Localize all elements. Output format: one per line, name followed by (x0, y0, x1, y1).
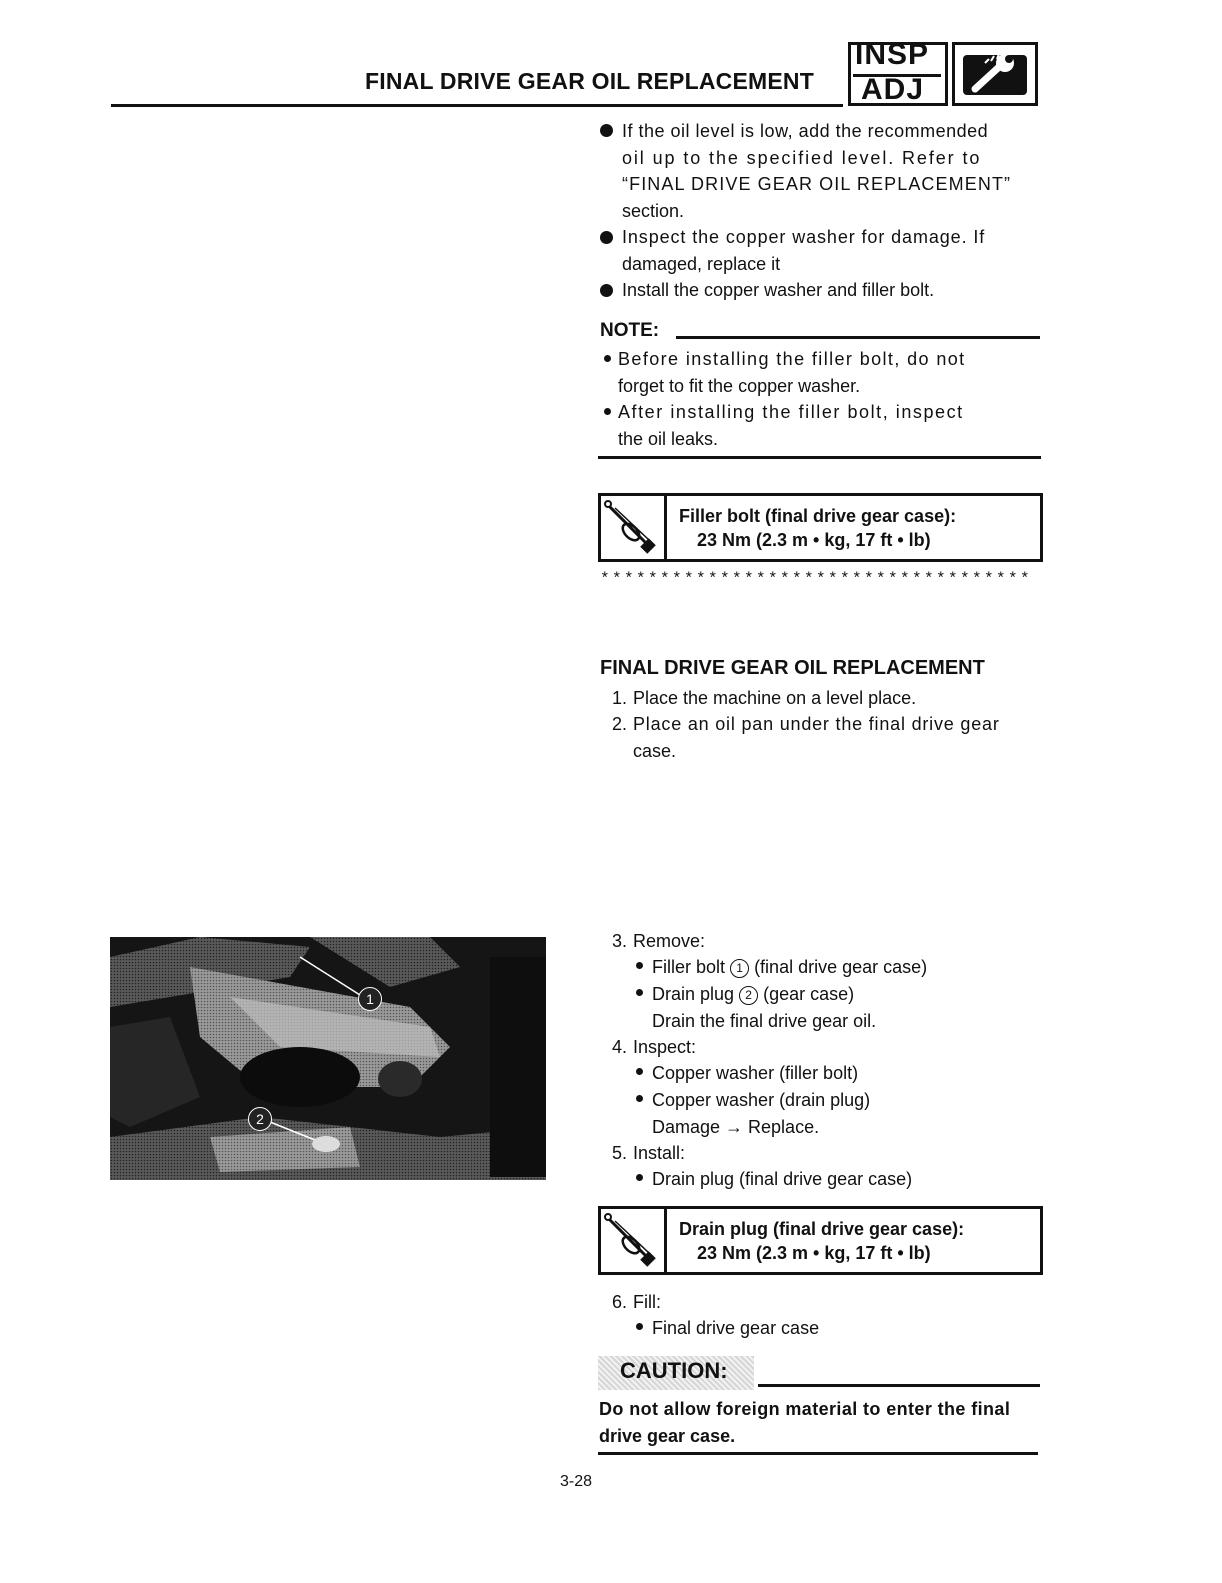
step-number: 6. (612, 1292, 628, 1312)
bullet-icon (604, 408, 611, 415)
step-text: Remove: (633, 931, 706, 951)
bullet-icon (636, 1095, 643, 1102)
bullet-icon (636, 1323, 643, 1330)
step-item: Drain plug (final drive gear case) (652, 1169, 913, 1189)
bullet-text-3: Install the copper washer and filler bolt. (622, 280, 935, 300)
step-text: Place the machine on a level place. (633, 688, 917, 708)
caution-text: Do not allow foreign material to enter the final drive gear case. (599, 1399, 1011, 1446)
step-number: 4. (612, 1037, 628, 1057)
note-item-2: After installing the filler bolt, inspect the oil leaks. (618, 402, 964, 449)
caution-label: CAUTION: (620, 1358, 728, 1383)
step-note: Damage → Replace. (652, 1117, 820, 1137)
torque-title: Filler bolt (final drive gear case): (679, 506, 957, 526)
header-rule (111, 104, 843, 107)
note-label: NOTE: (600, 320, 660, 341)
callout-1: 1 (358, 987, 382, 1011)
step-item: Drain plug 2 (gear case) (652, 984, 855, 1004)
callout-2: 2 (248, 1107, 272, 1131)
ref-callout-2: 2 (739, 986, 758, 1005)
bullet-icon (636, 1174, 643, 1181)
note-item-1: Before installing the filler bolt, do not forget to fit the copper washer. (618, 349, 966, 396)
torque-spec-box (598, 493, 1043, 562)
bullet-icon (600, 284, 613, 297)
step-item: Copper washer (drain plug) (652, 1090, 871, 1110)
step-item: Final drive gear case (652, 1318, 820, 1338)
bullet-icon (636, 962, 643, 969)
step-number: 1. (612, 688, 628, 708)
badge-adj-label: ADJ (861, 73, 925, 106)
bullet-icon (600, 124, 613, 137)
bullet-icon (636, 989, 643, 996)
torque-spec-box (598, 1206, 1043, 1275)
page-number: 3-28 (560, 1473, 593, 1490)
step-text: Inspect: (633, 1037, 697, 1057)
step-text: Install: (633, 1143, 686, 1163)
section-title: FINAL DRIVE GEAR OIL REPLACEMENT (600, 657, 985, 679)
torque-value: 23 Nm (2.3 m • kg, 17 ft • lb) (697, 530, 931, 550)
ref-callout-1: 1 (730, 959, 749, 978)
bullet-text-1: If the oil level is low, add the recommended oil up to the specified level. Refer to “FINAL DRIVE GEAR OIL REPLACEMENT” section. (622, 121, 1012, 221)
step-text: Place an oil pan under the final drive gear case. (633, 714, 1000, 761)
note-rule (676, 336, 1040, 339)
separator-asterisks: ************************************ (600, 570, 1033, 588)
step-item: Filler bolt 1 (final drive gear case) (652, 957, 928, 977)
note-end-rule (598, 456, 1041, 459)
caution-rule (758, 1384, 1040, 1387)
bullet-icon (636, 1068, 643, 1075)
torque-title: Drain plug (final drive gear case): (679, 1219, 965, 1239)
gear-case-photo (110, 937, 546, 1180)
step-text: Fill: (633, 1292, 661, 1312)
step-number: 5. (612, 1143, 628, 1163)
step-item: Copper washer (filler bolt) (652, 1063, 859, 1083)
bullet-icon (600, 231, 613, 244)
page-title: FINAL DRIVE GEAR OIL REPLACEMENT (365, 68, 814, 94)
wrench-icon (952, 42, 1038, 106)
bullet-text-2: Inspect the copper washer for damage. If damaged, replace it (622, 227, 986, 274)
torque-wrench-icon (601, 496, 667, 559)
step-note: Drain the final drive gear oil. (652, 1011, 877, 1031)
badge-insp-label: INSP (855, 38, 930, 71)
bullet-icon (604, 355, 611, 362)
torque-value: 23 Nm (2.3 m • kg, 17 ft • lb) (697, 1243, 931, 1263)
step-number: 3. (612, 931, 628, 951)
torque-wrench-icon (601, 1209, 667, 1272)
caution-end-rule (598, 1452, 1038, 1455)
step-number: 2. (612, 714, 628, 734)
